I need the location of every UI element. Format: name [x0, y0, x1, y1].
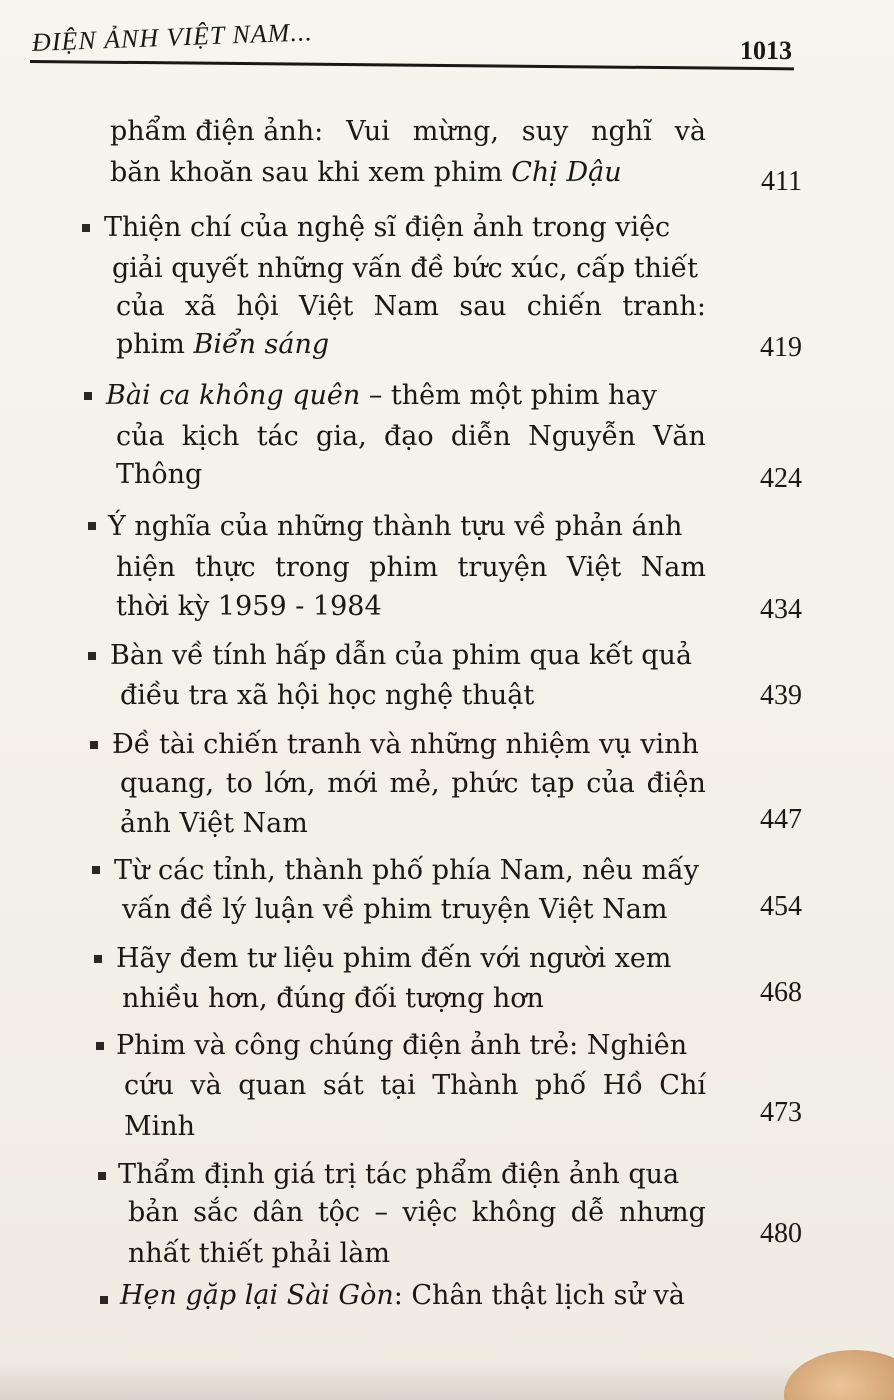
- page-edge-shadow: [0, 1360, 894, 1400]
- toc-entry-line: Ý nghĩa của những thành tựu về phản ánh: [108, 511, 683, 542]
- toc-entry-line: băn khoăn sau khi xem phim Chị Dậu: [110, 157, 622, 188]
- word: nhưng: [619, 1197, 706, 1228]
- bullet-icon: [100, 1296, 108, 1304]
- toc-entry-page: 454: [760, 891, 802, 922]
- word: phố: [535, 1070, 587, 1101]
- word: tại: [380, 1070, 416, 1101]
- bullet-icon: [88, 522, 96, 530]
- toc-entry-line: nhiều hơn, đúng đối tượng hơn: [122, 983, 544, 1014]
- toc-entry-line: [116, 548, 706, 588]
- word: phức: [451, 768, 519, 799]
- toc-entry-line: [128, 1193, 706, 1233]
- word: quan: [238, 1070, 307, 1101]
- toc-entry-line: Từ các tỉnh, thành phố phía Nam, nêu mấy: [114, 855, 700, 886]
- word: tranh:: [622, 291, 706, 322]
- word: phim: [369, 552, 439, 583]
- toc-entry-page: 411: [761, 166, 802, 197]
- toc-entry-line: Thông: [116, 459, 203, 490]
- word: xã: [184, 291, 217, 322]
- word: Nam: [640, 552, 706, 583]
- word: trong: [275, 552, 350, 583]
- word: lớn,: [264, 768, 316, 799]
- word: của: [116, 291, 165, 322]
- toc-entry-line: Bài ca không quên – thêm một phim hay: [106, 380, 657, 411]
- word: –: [374, 1197, 388, 1228]
- word: suy: [521, 116, 569, 147]
- bullet-icon: [84, 392, 92, 400]
- toc-entry-page: 480: [760, 1218, 802, 1249]
- word: Hồ: [602, 1070, 643, 1101]
- word: của: [116, 421, 165, 452]
- toc-entry-line: giải quyết những vấn đề bức xúc, cấp thiết: [112, 253, 699, 284]
- word: và: [674, 116, 706, 147]
- toc-entry-line: điều tra xã hội học nghệ thuật: [120, 680, 535, 711]
- word: to: [225, 768, 253, 799]
- toc-entry-line: Hãy đem tư liệu phim đến với người xem: [116, 943, 672, 974]
- toc-entry-line: nhất thiết phải làm: [128, 1238, 390, 1269]
- page-number: 1013: [740, 36, 792, 65]
- word: phẩm điện ảnh:: [110, 116, 324, 147]
- toc-entry-page: 434: [760, 594, 802, 625]
- bullet-icon: [96, 1042, 104, 1050]
- bullet-icon: [94, 955, 102, 963]
- word: Việt: [566, 552, 622, 583]
- toc-entry-page: 468: [760, 977, 802, 1008]
- word: Chí: [659, 1070, 706, 1101]
- word: đạo: [383, 421, 434, 452]
- word: của: [586, 768, 635, 799]
- toc-entry-line: Thẩm định giá trị tác phẩm điện ảnh qua: [118, 1159, 680, 1190]
- word: tác: [256, 421, 299, 452]
- word: Nguyễn: [528, 421, 636, 452]
- toc-entry-line: Đề tài chiến tranh và những nhiệm vụ vinh: [112, 729, 699, 760]
- word: Thành: [432, 1070, 519, 1101]
- word: chiến: [526, 291, 602, 322]
- bullet-icon: [92, 866, 100, 874]
- word: điện: [646, 768, 706, 799]
- toc-entry-page: 439: [760, 680, 802, 711]
- word: sát: [322, 1070, 364, 1101]
- toc-entry-line: thời kỳ 1959 - 1984: [116, 591, 382, 622]
- bullet-icon: [88, 652, 96, 660]
- word: Vui: [346, 116, 390, 147]
- toc-entry-line: phim Biển sáng: [116, 329, 330, 360]
- toc-entry-line: Thiện chí của nghệ sĩ điện ảnh trong việc: [104, 212, 671, 243]
- word: Văn: [652, 421, 706, 452]
- bullet-icon: [98, 1172, 106, 1180]
- word: tộc: [317, 1197, 361, 1228]
- word: mẻ,: [389, 768, 440, 799]
- bullet-icon: [90, 741, 98, 749]
- toc-entry-line: [124, 1066, 706, 1106]
- toc-entry-line: ảnh Việt Nam: [120, 808, 308, 839]
- word: dân: [252, 1197, 304, 1228]
- word: cứu: [124, 1070, 174, 1101]
- word: mới: [327, 768, 378, 799]
- word: sắc: [193, 1197, 239, 1228]
- toc-entry-page: 424: [760, 463, 802, 494]
- word: kịch: [181, 421, 240, 452]
- word: gia,: [316, 421, 367, 452]
- toc-entry-line: vấn đề lý luận về phim truyện Việt Nam: [122, 894, 668, 925]
- toc-entry-line: Hẹn gặp lại Sài Gòn: Chân thật lịch sử và: [120, 1280, 685, 1311]
- word: dễ: [570, 1197, 605, 1228]
- toc-entry-line: [120, 764, 706, 804]
- word: và: [190, 1070, 222, 1101]
- word: truyện: [457, 552, 548, 583]
- word: không: [471, 1197, 557, 1228]
- word: mừng,: [412, 116, 499, 147]
- toc-entry-line: Bàn về tính hấp dẫn của phim qua kết quả: [110, 640, 693, 671]
- word: sau: [459, 291, 507, 322]
- word: Nam: [373, 291, 439, 322]
- toc-entry-page: 419: [760, 332, 802, 363]
- toc-entry-line: Minh: [124, 1111, 196, 1142]
- word: bản: [128, 1197, 179, 1228]
- word: nghĩ: [591, 116, 652, 147]
- word: thực: [194, 552, 256, 583]
- toc-entry-page: 447: [760, 804, 802, 835]
- toc-entry-line: [116, 417, 706, 457]
- word: việc: [402, 1197, 458, 1228]
- toc-entry-line: [110, 112, 706, 152]
- word: quang,: [120, 768, 215, 799]
- toc-entry-line: Phim và công chúng điện ảnh trẻ: Nghiên: [116, 1030, 688, 1061]
- toc-entry-line: [116, 287, 706, 327]
- bullet-icon: [82, 224, 90, 232]
- word: tạp: [530, 768, 575, 799]
- word: hiện: [116, 552, 176, 583]
- word: Việt: [298, 291, 354, 322]
- running-header-title: ĐIỆN ẢNH VIỆT NAM...: [31, 17, 314, 57]
- word: diễn: [450, 421, 511, 452]
- toc-entry-page: 473: [760, 1097, 802, 1128]
- word: hội: [236, 291, 279, 322]
